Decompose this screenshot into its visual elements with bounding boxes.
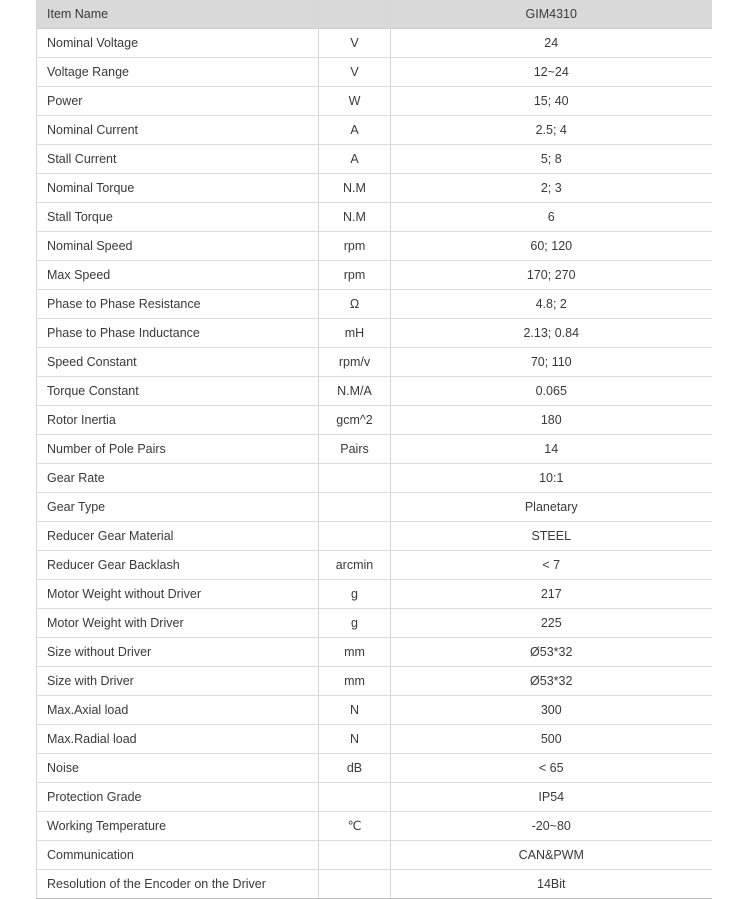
- row-unit: Ω: [319, 290, 391, 319]
- table-row: [37, 522, 712, 551]
- row-name: Reducer Gear Material: [37, 522, 319, 551]
- row-name: Nominal Current: [37, 116, 319, 145]
- row-name: Stall Current: [37, 145, 319, 174]
- row-name: Noise: [37, 754, 319, 783]
- row-value: 14: [391, 435, 712, 464]
- row-value: 0.065: [391, 377, 712, 406]
- table-row: [37, 580, 712, 609]
- header-model: GIM4310: [391, 0, 712, 29]
- row-name: Communication: [37, 841, 319, 870]
- row-value: 2; 3: [391, 174, 712, 203]
- row-value: 225: [391, 609, 712, 638]
- row-unit: N: [319, 725, 391, 754]
- row-value: STEEL: [391, 522, 712, 551]
- row-value: 15; 40: [391, 87, 712, 116]
- row-unit: g: [319, 580, 391, 609]
- row-name: Phase to Phase Resistance: [37, 290, 319, 319]
- row-name: Max.Radial load: [37, 725, 319, 754]
- row-unit: [319, 870, 391, 899]
- spec-table: [36, 0, 712, 899]
- table-row: [37, 464, 712, 493]
- row-value: Planetary: [391, 493, 712, 522]
- row-name: Phase to Phase Inductance: [37, 319, 319, 348]
- row-unit: [319, 841, 391, 870]
- row-name: Torque Constant: [37, 377, 319, 406]
- row-value: -20~80: [391, 812, 712, 841]
- row-name: Gear Rate: [37, 464, 319, 493]
- row-unit: V: [319, 58, 391, 87]
- table-row: [37, 290, 712, 319]
- row-name: Nominal Torque: [37, 174, 319, 203]
- row-unit: N.M: [319, 174, 391, 203]
- row-name: Size without Driver: [37, 638, 319, 667]
- row-unit: V: [319, 29, 391, 58]
- row-name: Nominal Speed: [37, 232, 319, 261]
- row-name: Size with Driver: [37, 667, 319, 696]
- table-row: [37, 609, 712, 638]
- row-name: Gear Type: [37, 493, 319, 522]
- row-unit: ℃: [319, 812, 391, 841]
- row-value: 180: [391, 406, 712, 435]
- row-unit: g: [319, 609, 391, 638]
- row-unit: [319, 522, 391, 551]
- row-value: IP54: [391, 783, 712, 812]
- spec-table-body: [37, 29, 712, 899]
- row-unit: arcmin: [319, 551, 391, 580]
- row-value: 60; 120: [391, 232, 712, 261]
- row-value: 10:1: [391, 464, 712, 493]
- table-row: [37, 435, 712, 464]
- row-value: < 7: [391, 551, 712, 580]
- table-row: [37, 696, 712, 725]
- row-unit: N: [319, 696, 391, 725]
- row-value: 6: [391, 203, 712, 232]
- row-unit: [319, 464, 391, 493]
- row-value: 14Bit: [391, 870, 712, 899]
- row-unit: mH: [319, 319, 391, 348]
- table-row: [37, 348, 712, 377]
- row-value: 500: [391, 725, 712, 754]
- row-value: 217: [391, 580, 712, 609]
- row-unit: [319, 783, 391, 812]
- row-unit: rpm/v: [319, 348, 391, 377]
- row-value: 4.8; 2: [391, 290, 712, 319]
- row-value: 2.5; 4: [391, 116, 712, 145]
- table-row: [37, 406, 712, 435]
- row-unit: mm: [319, 638, 391, 667]
- table-row: [37, 116, 712, 145]
- table-row: [37, 203, 712, 232]
- row-name: Max.Axial load: [37, 696, 319, 725]
- row-name: Power: [37, 87, 319, 116]
- row-name: Nominal Voltage: [37, 29, 319, 58]
- row-unit: Pairs: [319, 435, 391, 464]
- row-value: 5; 8: [391, 145, 712, 174]
- row-unit: gcm^2: [319, 406, 391, 435]
- row-name: Rotor Inertia: [37, 406, 319, 435]
- header-unit: [319, 0, 391, 29]
- table-row: [37, 841, 712, 870]
- row-value: Ø53*32: [391, 667, 712, 696]
- table-row: [37, 870, 712, 899]
- row-value: 170; 270: [391, 261, 712, 290]
- row-unit: rpm: [319, 261, 391, 290]
- row-name: Motor Weight with Driver: [37, 609, 319, 638]
- row-name: Working Temperature: [37, 812, 319, 841]
- row-unit: A: [319, 145, 391, 174]
- row-name: Reducer Gear Backlash: [37, 551, 319, 580]
- table-row: [37, 667, 712, 696]
- row-unit: dB: [319, 754, 391, 783]
- row-name: Max Speed: [37, 261, 319, 290]
- row-value: 2.13; 0.84: [391, 319, 712, 348]
- row-unit: [319, 493, 391, 522]
- table-row: [37, 754, 712, 783]
- table-header-row: [37, 0, 712, 29]
- row-value: < 65: [391, 754, 712, 783]
- table-row: [37, 145, 712, 174]
- table-row: [37, 551, 712, 580]
- row-value: 300: [391, 696, 712, 725]
- table-row: [37, 87, 712, 116]
- row-unit: N.M: [319, 203, 391, 232]
- row-value: CAN&PWM: [391, 841, 712, 870]
- table-row: [37, 812, 712, 841]
- table-row: [37, 58, 712, 87]
- row-unit: W: [319, 87, 391, 116]
- row-value: 24: [391, 29, 712, 58]
- table-row: [37, 493, 712, 522]
- row-unit: rpm: [319, 232, 391, 261]
- row-value: 12~24: [391, 58, 712, 87]
- table-row: [37, 232, 712, 261]
- row-value: Ø53*32: [391, 638, 712, 667]
- row-unit: N.M/A: [319, 377, 391, 406]
- table-row: [37, 725, 712, 754]
- row-name: Resolution of the Encoder on the Driver: [37, 870, 319, 899]
- table-row: [37, 377, 712, 406]
- row-name: Protection Grade: [37, 783, 319, 812]
- table-row: [37, 29, 712, 58]
- row-unit: mm: [319, 667, 391, 696]
- row-name: Speed Constant: [37, 348, 319, 377]
- row-name: Stall Torque: [37, 203, 319, 232]
- table-row: [37, 261, 712, 290]
- table-row: [37, 319, 712, 348]
- table-row: [37, 174, 712, 203]
- row-name: Number of Pole Pairs: [37, 435, 319, 464]
- row-unit: A: [319, 116, 391, 145]
- table-row: [37, 783, 712, 812]
- row-name: Motor Weight without Driver: [37, 580, 319, 609]
- row-value: 70; 110: [391, 348, 712, 377]
- table-row: [37, 638, 712, 667]
- row-name: Voltage Range: [37, 58, 319, 87]
- header-item-name: Item Name: [37, 0, 319, 29]
